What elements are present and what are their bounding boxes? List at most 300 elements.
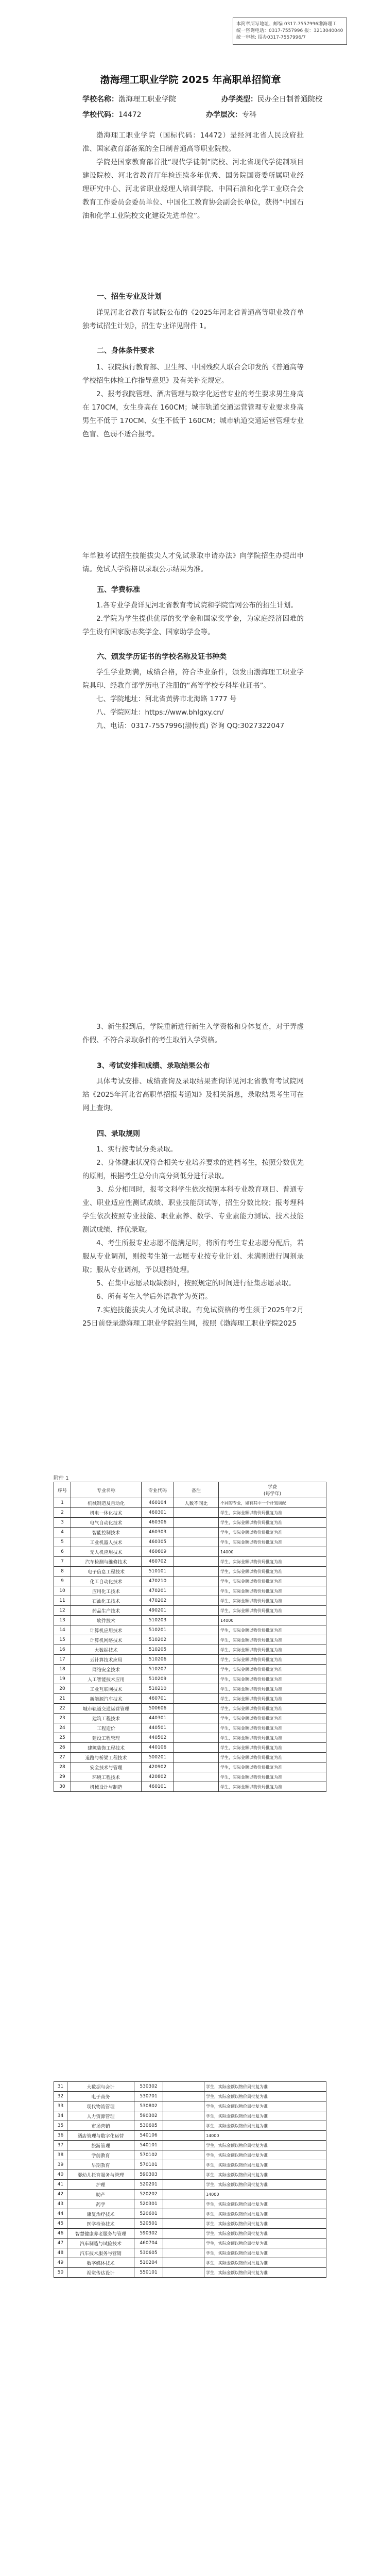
table-cell: 510203 (142, 1616, 174, 1625)
intro-paragraph: 渤海理工职业学院（国标代码：14472）是经河北省人民政府批准、国家教育部备案的全日制普通高等职业院校。 (82, 131, 304, 153)
table-cell: 学生，实际金额以物价局批复为准 (204, 2170, 326, 2180)
table-cell: 学生，实际金额以物价局批复为准 (219, 1655, 326, 1665)
table-row (54, 2160, 326, 2170)
table-cell: 学生，实际金额以物价局批复为准 (219, 1714, 326, 1723)
table-cell (174, 1733, 219, 1743)
table-cell: 14000 (219, 1547, 326, 1557)
table-cell (174, 1508, 219, 1518)
table-cell: 9 (54, 1577, 71, 1586)
table-row (54, 1577, 326, 1586)
table-cell: 19 (54, 1674, 71, 1684)
level: 专科 (242, 111, 256, 119)
table-cell: 510209 (142, 1674, 174, 1684)
table-cell: 学生，实际金额以物价局批复为准 (219, 1645, 326, 1655)
table-cell: 460301 (142, 1508, 174, 1518)
table-cell: 26 (54, 1743, 71, 1753)
table-row (54, 1684, 326, 1694)
table-cell: 学生，实际金额以物价局批复为准 (204, 2199, 326, 2209)
table-cell (174, 1586, 219, 1596)
table-row (54, 2258, 326, 2268)
table-row (54, 1518, 326, 1528)
section-heading: 一、招生专业及计划 (97, 293, 162, 301)
section-heading: 四、录取规则 (97, 1130, 140, 1138)
table-cell: 43 (54, 2199, 67, 2209)
table-cell (174, 1694, 219, 1704)
table-cell: 47 (54, 2239, 67, 2248)
table-cell: 学生，实际金额以物价局批复为准 (204, 2150, 326, 2160)
table-cell: 50 (54, 2268, 67, 2278)
table-cell: 530605 (134, 2121, 163, 2131)
table-cell: 440106 (142, 1743, 174, 1753)
table-cell: 44 (54, 2209, 67, 2219)
table-cell: 39 (54, 2160, 67, 2170)
table-cell: 学生，实际金额以物价局批复为准 (219, 1567, 326, 1577)
table-row (54, 1596, 326, 1606)
table-cell: 37 (54, 2141, 67, 2150)
table-cell: 590303 (134, 2170, 163, 2180)
table-row (54, 1782, 326, 1792)
table-cell: 学生，实际金额以物价局批复为准 (204, 2219, 326, 2229)
table-cell: 40 (54, 2170, 67, 2180)
table-cell: 化工自动化技术 (71, 1577, 142, 1586)
table-cell: 31 (54, 2082, 67, 2092)
table-cell (174, 1753, 219, 1762)
table-cell: 大数据技术 (71, 1645, 142, 1655)
table-cell: 学生，实际金额以物价局批复为准 (204, 2268, 326, 2278)
table-cell: 570102 (134, 2150, 163, 2160)
table-cell: 学生，实际金额以物价局批复为准 (219, 1528, 326, 1537)
table-cell (163, 2190, 204, 2199)
table-cell: 建筑工程技术 (71, 1714, 142, 1723)
table-cell: 建设工程管理 (71, 1733, 142, 1743)
section-text (82, 361, 304, 441)
table-cell: 510206 (142, 1655, 174, 1665)
table-cell: 48 (54, 2248, 67, 2258)
table-cell: 环境工程技术 (71, 1772, 142, 1782)
table-cell: 520601 (134, 2209, 163, 2219)
table-cell (163, 2121, 204, 2131)
table-cell (163, 2229, 204, 2239)
table-cell: 汽车制造与试验技术 (67, 2239, 134, 2248)
table-cell: 建筑装饰工程技术 (71, 1743, 142, 1753)
table-cell: 新能源汽车技术 (71, 1694, 142, 1704)
table-cell: 汽车技术服务与营销 (67, 2248, 134, 2258)
table-cell (163, 2170, 204, 2180)
table-cell: 460306 (142, 1518, 174, 1528)
table-row (54, 1694, 326, 1704)
table-cell: 电气自动化技术 (71, 1518, 142, 1528)
table-cell: 学前教育 (67, 2150, 134, 2160)
table-row (54, 1567, 326, 1577)
table-cell: 学生，实际金额以物价局批复为准 (219, 1753, 326, 1762)
table-cell: 510101 (142, 1567, 174, 1577)
table-cell: 460305 (142, 1537, 174, 1547)
table-row (54, 1665, 326, 1674)
table-cell (174, 1577, 219, 1586)
table-cell (163, 2141, 204, 2150)
table-cell: 机械设计与制造 (71, 1782, 142, 1792)
intro-text (82, 129, 304, 223)
table-cell: 28 (54, 1762, 71, 1772)
table-cell: 学生，实际金额以物价局批复为准 (219, 1743, 326, 1753)
table-cell: 21 (54, 1694, 71, 1704)
table-cell: 无人机应用技术 (71, 1547, 142, 1557)
section-paragraph: 3、新生报到后，学院重新进行新生入学资格和身体复查，对于弄虚作假、不符合录取条件的考生取消入学资格。 (82, 1023, 304, 1044)
table-cell: 药学 (67, 2199, 134, 2209)
table-cell: 学生，实际金额以物价局批复为准 (219, 1694, 326, 1704)
table-cell: 机械制造及自动化 (71, 1498, 142, 1508)
table-cell: 云计算技术应用 (71, 1655, 142, 1665)
table-cell: 500606 (142, 1704, 174, 1714)
table-cell: 人数不同比 (174, 1498, 219, 1508)
table-cell: 590302 (134, 2111, 163, 2121)
table-cell: 学生，实际金额以物价局批复为准 (219, 1684, 326, 1694)
table-cell: 530302 (134, 2082, 163, 2092)
rule-item: 2、身体健康状况符合相关专业培养要求的进档考生，按照分数优先的原则，根据考生总分由高分到低分进行录取。 (82, 1159, 304, 1180)
table-cell: 人力资源管理 (67, 2111, 134, 2121)
section-heading: 二、身体条件要求 (97, 347, 154, 355)
table-cell: 学生，实际金额以物价局批复为准 (204, 2180, 326, 2190)
table-cell: 33 (54, 2102, 67, 2111)
table-cell (174, 1528, 219, 1537)
table-cell (174, 1665, 219, 1674)
table-row (54, 1743, 326, 1753)
section-paragraph: 具体考试安排、成绩查询及录取结果查询详见河北省教育考试院网站《2025年河北省高职单招报考通知》及相关消息，录取结果考生可在网上查询。 (82, 1077, 304, 1112)
table-cell: 学生，实际金额以物价局批复为准 (219, 1625, 326, 1635)
table-cell: 学生，实际金额以物价局批复为准 (204, 2229, 326, 2239)
section-heading: 五、学费标准 (97, 586, 140, 594)
table-row (54, 2180, 326, 2190)
table-cell (163, 2092, 204, 2102)
header-cell: 序号 (54, 1482, 71, 1498)
table-row (54, 1498, 326, 1508)
table-row (54, 1557, 326, 1567)
table-cell: 12 (54, 1606, 71, 1616)
table-cell: 旅游管理 (67, 2141, 134, 2150)
table-cell: 软件技术 (71, 1616, 142, 1625)
table-cell: 学生，实际金额以物价局批复为准 (219, 1518, 326, 1528)
table-cell: 460303 (142, 1528, 174, 1537)
section-heading: 六、颁发学历证书的学校名称及证书种类 (97, 653, 227, 661)
section-paragraph: 2.学院为学生提供优厚的奖学金和国家奖学金，为家庭经济困难的学生设有国家励志奖学金、国家助学金等。 (82, 615, 304, 636)
table-cell: 汽车检测与维修技术 (71, 1557, 142, 1567)
table-row (54, 1547, 326, 1557)
table-cell (163, 2239, 204, 2248)
table-cell: 10 (54, 1586, 71, 1596)
table-cell: 学生，实际金额以物价局批复为准 (204, 2141, 326, 2150)
table-row (54, 1704, 326, 1714)
table-cell: 学生，实际金额以物价局批复为准 (204, 2209, 326, 2219)
table-cell: 38 (54, 2150, 67, 2160)
table-cell (174, 1616, 219, 1625)
table-cell: 510210 (142, 1684, 174, 1694)
table-cell: 14000 (204, 2131, 326, 2141)
table-cell (174, 1547, 219, 1557)
table-cell: 助产 (67, 2190, 134, 2199)
table-row (54, 1753, 326, 1762)
table-cell (174, 1567, 219, 1577)
table-cell (174, 1782, 219, 1792)
table-cell (163, 2209, 204, 2219)
table-cell (174, 1606, 219, 1616)
table-row (54, 1606, 326, 1616)
table-cell (174, 1635, 219, 1645)
table-cell: 医学检验技术 (67, 2219, 134, 2229)
table-cell: 17 (54, 1655, 71, 1665)
table-cell: 学生，实际金额以物价局批复为准 (204, 2258, 326, 2268)
rule-item: 4、考生所报专业志愿不能满足时，将所有考生专业志愿分配后，若服从专业调剂，则按考生第一志愿专业按专业计划、未满则进行调剂录取；服从专业调剂，予以退档处理。 (82, 1239, 304, 1274)
table-cell: 520301 (134, 2199, 163, 2209)
table-row (54, 2170, 326, 2180)
table-cell: 大数据与会计 (67, 2082, 134, 2092)
table-cell: 2 (54, 1508, 71, 1518)
table-row (54, 2121, 326, 2131)
table-cell: 14000 (219, 1616, 326, 1625)
table-row (54, 2131, 326, 2141)
table-cell: 36 (54, 2131, 67, 2141)
table-cell (163, 2180, 204, 2190)
table-cell: 440502 (142, 1733, 174, 1743)
table-cell: 学生，实际金额以物价局批复为准 (219, 1733, 326, 1743)
table-cell: 510205 (142, 1645, 174, 1655)
table-cell: 18 (54, 1665, 71, 1674)
school-code-label: 学校代码： (82, 111, 118, 119)
table-row (54, 2150, 326, 2160)
table-cell: 学生，实际金额以物价局批复为准 (219, 1508, 326, 1518)
notice-line: 统一咨询电话：0317-7557996 报：3213040040 (236, 28, 343, 33)
section-paragraph: 七、学院地址：河北省黄骅市北海路 1777 号 (96, 695, 237, 703)
table-row (54, 2082, 326, 2092)
rule-item: 7.实施技能拔尖人才免试录取。有免试资格的考生须于2025年2月25日前登录渤海理工职业学院招生网，按照《渤海理工职业学院2025 (82, 1306, 304, 1328)
table-row (54, 1508, 326, 1518)
school-name: 渤海理工职业学院 (118, 95, 176, 104)
table-cell (163, 2219, 204, 2229)
table-cell: 420902 (142, 1762, 174, 1772)
table-cell: 学生，实际金额以物价局批复为准 (204, 2248, 326, 2258)
table-cell: 7 (54, 1557, 71, 1567)
table-cell: 1 (54, 1498, 71, 1508)
table-cell: 470201 (142, 1586, 174, 1596)
notice-line: 本简章所写地址、邮编 0317-7557996渤海理工 (236, 22, 337, 27)
intro-paragraph: 学院是国家教育部首批“现代学徒制”院校、河北省现代学徒制项目建设院校、河北省教育厅年检连续多年优秀、国务院国资委所属职业经理研究中心、河北省职业经理人培训学院、中国石油和化学工业联合会教育工作委员会委员单位、中国化工教育协会副会长单位，获得“中国石油和化学工业院校文化建设先进单位”。 (82, 158, 304, 220)
table-cell: 工程造价 (71, 1723, 142, 1733)
table-row (54, 1723, 326, 1733)
table-cell (163, 2199, 204, 2209)
table-cell (174, 1684, 219, 1694)
table-cell: 470210 (142, 1577, 174, 1586)
table-cell: 460702 (142, 1557, 174, 1567)
header-cell (219, 1482, 326, 1498)
table-cell (174, 1714, 219, 1723)
table-cell: 道路与桥梁工程技术 (71, 1753, 142, 1762)
table-cell: 学生，实际金额以物价局批复为准 (219, 1723, 326, 1733)
table-row (54, 1586, 326, 1596)
table-cell: 智能控制技术 (71, 1528, 142, 1537)
table-row (54, 2092, 326, 2102)
table-cell: 520501 (134, 2219, 163, 2229)
table-cell: 安全技术与管理 (71, 1762, 142, 1772)
table-row (54, 2229, 326, 2239)
table-row (54, 1655, 326, 1665)
table-cell: 460101 (142, 1782, 174, 1792)
table-cell: 540101 (134, 2141, 163, 2150)
table-cell (174, 1674, 219, 1684)
table-cell: 15 (54, 1635, 71, 1645)
header-cell-label: 学费 (267, 1485, 277, 1490)
table-cell (174, 1772, 219, 1782)
table-row (54, 2111, 326, 2121)
table-cell: 工业互联网技术 (71, 1684, 142, 1694)
section-paragraph: 八、学院网址：https://www.bhlgxy.cn/ (96, 708, 224, 717)
table-row (54, 2199, 326, 2209)
school-code: 14472 (118, 111, 142, 119)
section-paragraph: 详见河北省教育考试院公布的《2025年河北省普通高等职业教育单独考试招生计划》，招生专业详见附件 1。 (82, 309, 304, 330)
rule-item: 5、在集中志愿录取缺额时，按照规定的时间进行征集志愿录取。 (96, 1279, 296, 1287)
table-cell: 学生，实际金额以物价局批复为准 (204, 2082, 326, 2092)
table-cell: 应用化工技术 (71, 1586, 142, 1596)
table-row (54, 2190, 326, 2199)
level-label: 办学层次： (206, 111, 242, 119)
table-cell: 30 (54, 1782, 71, 1792)
table-cell (174, 1537, 219, 1547)
table-cell: 49 (54, 2258, 67, 2268)
table-cell: 康复治疗技术 (67, 2209, 134, 2219)
table-cell: 学生，实际金额以物价局批复为准 (219, 1606, 326, 1616)
table-cell: 现代物流管理 (67, 2102, 134, 2111)
table-cell: 510204 (134, 2258, 163, 2268)
table-cell: 人工智能技术应用 (71, 1674, 142, 1684)
table-cell: 学生，实际金额以物价局批复为准 (219, 1782, 326, 1792)
table-cell (174, 1743, 219, 1753)
table-cell: 婴幼儿托育服务与管理 (67, 2170, 134, 2180)
table-cell (163, 2268, 204, 2278)
header-cell: 备注 (174, 1482, 219, 1498)
table-cell (174, 1762, 219, 1772)
table-cell (174, 1518, 219, 1528)
table-row (54, 2239, 326, 2248)
table-cell: 学生，实际金额以物价局批复为准 (204, 2160, 326, 2170)
table-cell: 5 (54, 1537, 71, 1547)
table-cell: 590302 (134, 2229, 163, 2239)
table-cell (163, 2111, 204, 2121)
table-cell: 25 (54, 1733, 71, 1743)
table-cell: 学生，实际金额以物价局批复为准 (219, 1772, 326, 1782)
table-cell: 490201 (142, 1606, 174, 1616)
table-cell (174, 1723, 219, 1733)
section-heading: 3、考试安排和成绩、录取结果公布 (97, 1062, 210, 1070)
section-text (82, 549, 304, 576)
table-cell: 城市轨道交通运营管理 (71, 1704, 142, 1714)
table-cell (163, 2102, 204, 2111)
table-row (54, 1733, 326, 1743)
table-cell: 工业机器人技术 (71, 1537, 142, 1547)
table-row (54, 1645, 326, 1655)
table-cell: 4 (54, 1528, 71, 1537)
table-cell (174, 1625, 219, 1635)
table-row (54, 1635, 326, 1645)
header-cell-note: (每学年) (263, 1492, 282, 1497)
table-cell (174, 1704, 219, 1714)
table-cell: 网络安全技术 (71, 1665, 142, 1674)
section-text (82, 666, 304, 733)
table-cell: 22 (54, 1704, 71, 1714)
table-row (54, 2248, 326, 2258)
table-cell: 510202 (142, 1635, 174, 1645)
table-cell (174, 1655, 219, 1665)
table-row (54, 2268, 326, 2278)
table-cell: 机电一体化技术 (71, 1508, 142, 1518)
header-cell: 专业代码 (142, 1482, 174, 1498)
table-cell: 学生，实际金额以物价局批复为准 (204, 2111, 326, 2121)
table-cell: 智慧健康养老服务与管理 (67, 2229, 134, 2239)
school-code-row (82, 109, 142, 120)
table-cell: 41 (54, 2180, 67, 2190)
table-cell: 520202 (134, 2190, 163, 2199)
table-cell: 460104 (142, 1498, 174, 1508)
section-text (82, 306, 304, 333)
header-cell: 专业名称 (71, 1482, 142, 1498)
table-cell: 470202 (142, 1596, 174, 1606)
notice-box (233, 18, 347, 45)
table-cell: 学生，实际金额以物价局批复为准 (219, 1635, 326, 1645)
school-name-label: 学校名称： (82, 95, 118, 104)
table-cell: 460704 (134, 2239, 163, 2248)
table-cell: 440301 (142, 1714, 174, 1723)
table-cell: 护理 (67, 2180, 134, 2190)
table-row (54, 1616, 326, 1625)
section-text (82, 1020, 304, 1047)
table-cell: 540106 (134, 2131, 163, 2141)
table-cell: 学生，实际金额以物价局批复为准 (204, 2102, 326, 2111)
table-cell (163, 2160, 204, 2170)
table-cell: 24 (54, 1723, 71, 1733)
table-cell: 45 (54, 2219, 67, 2229)
majors-table (54, 1482, 326, 1792)
section-paragraph: 2、报考我院管理、酒店管理与数字化运营专业的考生要求男生身高在 170CM，女生身高在 160CM；城市轨道交通运营管理专业要求身高男生不低于 170CM、女生不低于 160CM；城市轨道交通运营管理专业色盲、色弱不适合报考。 (82, 390, 304, 438)
table-cell: 学生，实际金额以物价局批复为准 (204, 2121, 326, 2131)
table-cell (174, 1645, 219, 1655)
table-cell: 计算机网络技术 (71, 1635, 142, 1645)
table-cell (163, 2248, 204, 2258)
rules-list (82, 1143, 304, 1330)
table-row (54, 2102, 326, 2111)
table-cell: 420802 (142, 1772, 174, 1782)
table-cell: 学生，实际金额以物价局批复为准 (219, 1762, 326, 1772)
table-row (54, 2209, 326, 2219)
table-cell: 学生，实际金额以物价局批复为准 (219, 1577, 326, 1586)
table-cell: 14 (54, 1625, 71, 1635)
section-paragraph: 1.各专业学费详见河北省教育考试院和学院官网公布的招生计划。 (96, 601, 298, 609)
table-cell: 6 (54, 1547, 71, 1557)
table-cell (163, 2082, 204, 2092)
table-cell: 不同的专业，如有其中一个计划调配 (219, 1498, 326, 1508)
table-cell: 46 (54, 2229, 67, 2239)
table-row (54, 1674, 326, 1684)
section-paragraph: 年单独考试招生技能拔尖人才免试录取申请办法》向学院招生办提出申请。免试人学资格以录取公示结果为准。 (82, 552, 304, 573)
table-cell: 500201 (142, 1753, 174, 1762)
table-cell: 视觉传达设计 (67, 2268, 134, 2278)
table-row (54, 1772, 326, 1782)
table-cell (163, 2150, 204, 2160)
table-cell: 学生，实际金额以物价局批复为准 (219, 1537, 326, 1547)
school-type: 民办全日制普通院校 (257, 95, 322, 104)
table-cell: 550101 (134, 2268, 163, 2278)
rule-item: 3、总分相同时，报考文科学生依次按照本科专业教育项目、普通专业、职业适应性测试成绩、职业技能测试等，招生分数比较；报考理科学生依次按照专业技能、职业素养、数学、专业素能力测试、技术技能测试成绩、择优录取。 (82, 1185, 304, 1234)
table-cell: 电子商务 (67, 2092, 134, 2102)
table-cell: 11 (54, 1596, 71, 1606)
table-cell: 530701 (134, 2092, 163, 2102)
table-cell: 16 (54, 1645, 71, 1655)
